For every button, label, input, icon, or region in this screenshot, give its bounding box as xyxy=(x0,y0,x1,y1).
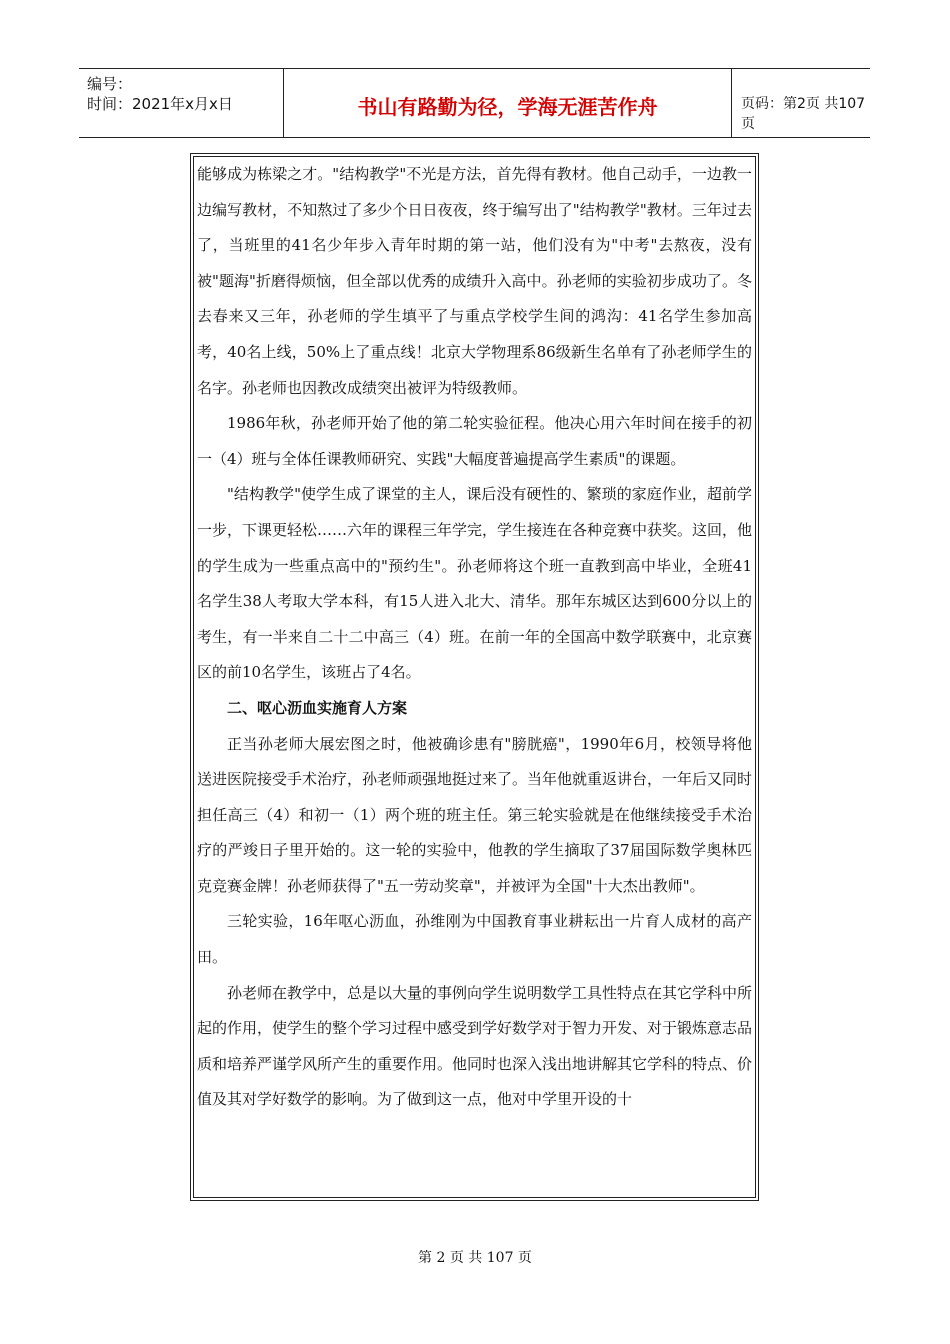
time-label: 时间：2021年x月x日 xyxy=(87,95,233,113)
header-info-cell xyxy=(79,69,283,137)
paragraph-2: 1986年秋，孙老师开始了他的第二轮实验征程。他决心用六年时间在接手的初一（4）班与全体任课教师研究、实践"大幅度普遍提高学生素质"的课题。 xyxy=(197,414,752,468)
motto-text: 书山有路勤为径，学海无涯苦作舟 xyxy=(357,95,658,119)
number-label: 编号： xyxy=(87,75,133,93)
paragraph-4: 正当孙老师大展宏图之时，他被确诊患有"膀胱癌"，1990年6月，校领导将他送进医院接受手术治疗，孙老师顽强地挺过来了。当年他就重返讲台，一年后又同时担任高三（4）和初一（1）两个班的班主任。第三轮实验就是在他继续接受手术治疗的严竣日子里开始的。这一轮的实验中，他教的学生摘取了37届国际数学奥林匹克竞赛金牌！孙老师获得了"五一劳动奖章"，并被评为全国"十大杰出教师"。 xyxy=(197,734,753,895)
page-footer: 第 2 页 共 107 页 xyxy=(418,1250,532,1266)
document-header xyxy=(79,68,870,138)
paragraph-5: 三轮实验，16年呕心沥血，孙维刚为中国教育事业耕耘出一片育人成材的高产田。 xyxy=(197,912,752,967)
section-heading: 二、呕心沥血实施育人方案 xyxy=(227,698,408,717)
paragraph-3: "结构教学"使学生成了课堂的主人，课后没有硬性的、繁琐的家庭作业，超前学一步，下课更轻松……六年的课程三年学完，学生接连在各种竞赛中获奖。这回，他的学生成为一些重点高中的"预约生"。孙老师将这个班一直教到高中毕业，全班41名学生38人考取大学本科，有15人进入北大、清华。那年东城区达到600分以上的考生，有一半来自二十二中高三（4）班。在前一年的全国高中数学联赛中，北京赛区的前10名学生，该班占了4名。 xyxy=(197,485,753,682)
article-body xyxy=(197,157,752,1118)
paragraph-6: 孙老师在教学中，总是以大量的事例向学生说明数学工具性特点在其它学科中所起的作用，使学生的整个学习过程中感受到学好数学对于智力开发、对于锻炼意志品质和培养严谨学风所产生的重要作用。他同时也深入浅出地讲解其它学科的特点、价值及其对学好数学的影响。为了做到这一点，他对中学里开设的十 xyxy=(197,983,753,1109)
header-page-cell xyxy=(731,69,870,137)
content-frame xyxy=(193,156,756,1198)
paragraph-1: 能够成为栋梁之才。"结构教学"不光是方法，首先得有教材。他自己动手，一边教一边编写教材，不知熬过了多少个日日夜夜，终于编写出了"结构教学"教材。三年过去了，当班里的41名少年步入青年时期的第一站，他们没有为"中考"去熬夜，没有被"题海"折磨得烦恼，但全部以优秀的成绩升入高中。孙老师的实验初步成功了。冬去春来又三年，孙老师的学生填平了与重点学校学生间的鸿沟：41名学生参加高考，40名上线，50%上了重点线！北京大学物理系86级新生名单有了孙老师学生的名字。孙老师也因教改成绩突出被评为特级教师。 xyxy=(197,165,752,397)
header-motto-cell xyxy=(283,69,732,137)
page-label: 页码：第2页 共107页 xyxy=(741,96,866,132)
